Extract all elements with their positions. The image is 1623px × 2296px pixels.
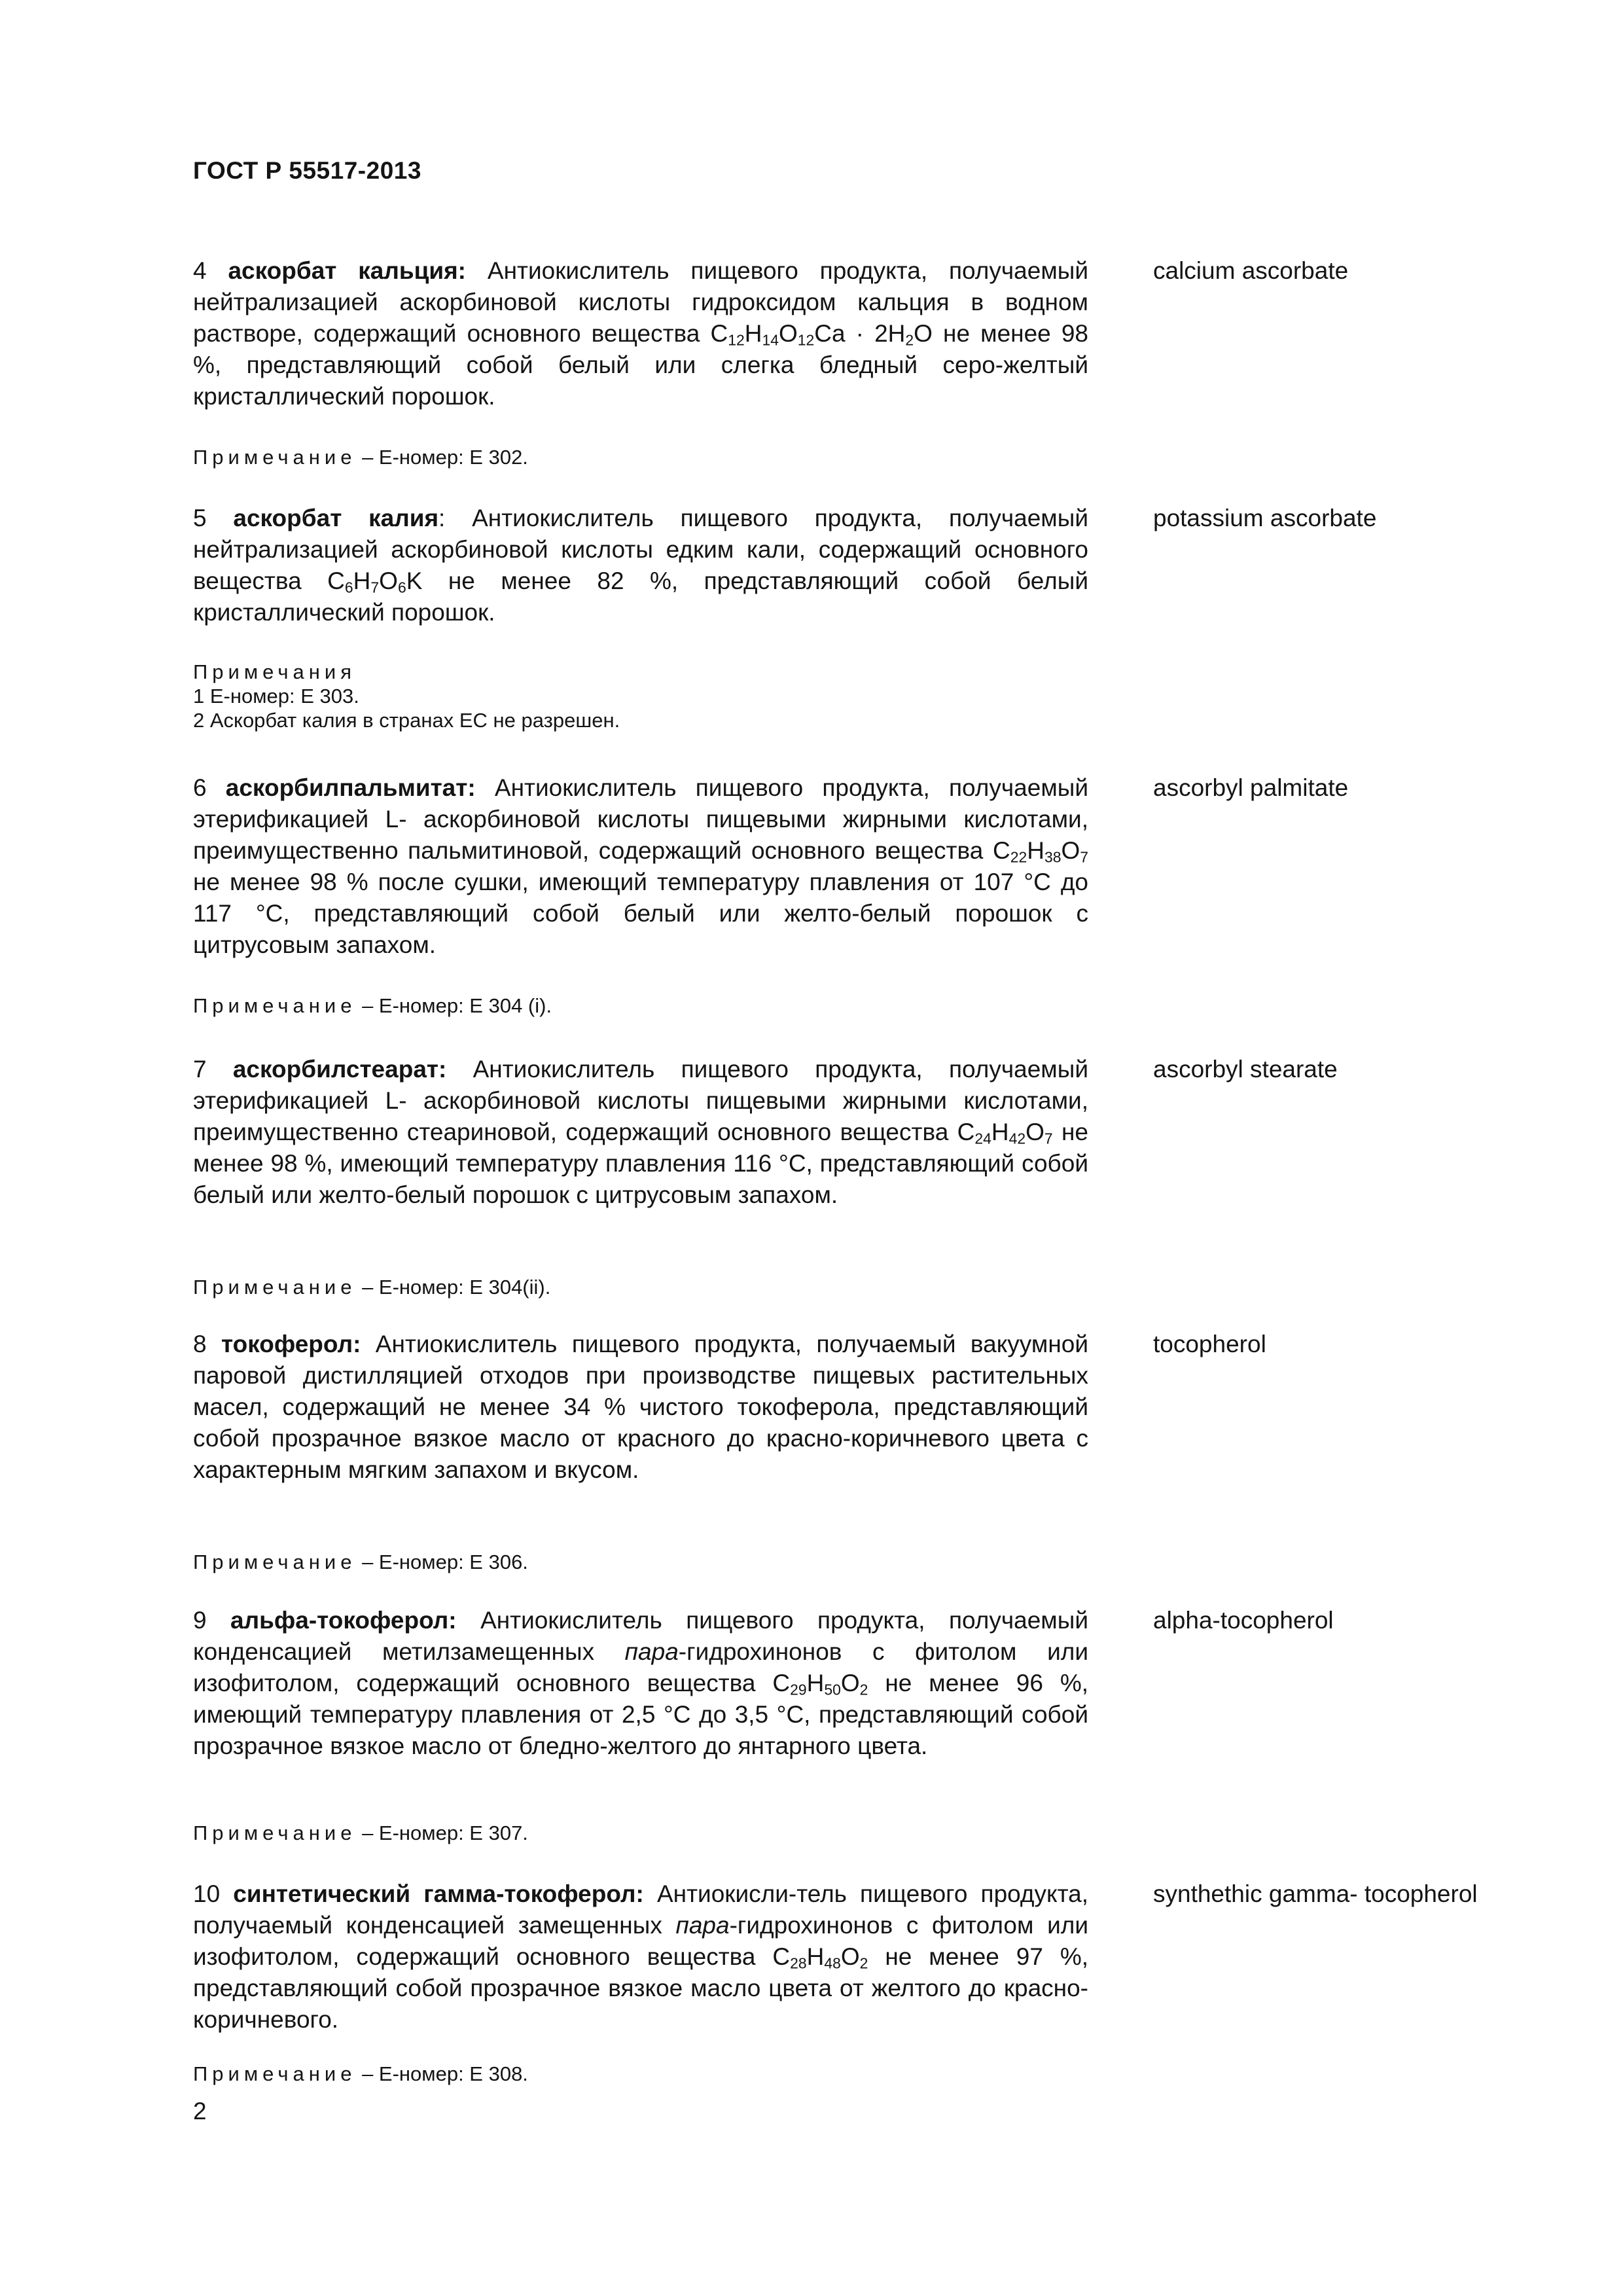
entry-9-definition: 9 альфа-токоферол: Антиокислитель пищевого продукта, получаемый конденсацией метилзамещенных пара-гидрохинонов с фитолом или изофитолом, содержащий основного вещества $C_{29}H_{50}O_2$ не менее 96 %, имеющий температуру плавления от 2,5 °С до 3,5 °С, представляющий собой прозрачное вязкое масло от бледно-желтого до янтарного цвета. bbox=[193, 1607, 1089, 1759]
entry-6-note: Примечание – Е-номер: Е 304 (i). bbox=[193, 994, 552, 1017]
note-item: 2 Аскорбат калия в странах ЕС не разрешен. bbox=[193, 709, 620, 732]
entry-10-note: Примечание – Е-номер: Е 308. bbox=[193, 2062, 528, 2085]
entry-8-definition: 8 токоферол: Антиокислитель пищевого продукта, получаемый вакуумной паровой дистилляцией отходов при производстве пищевых растительных масел, содержащий не менее 34 % чистого токоферола, представляющий собой прозрачное вязкое масло от красного до красно-коричневого цвета с характерным мягким запахом и вкусом. bbox=[193, 1331, 1088, 1483]
page-number: 2 bbox=[193, 2098, 207, 2125]
entry-8-note: Примечание – Е-номер: Е 306. bbox=[193, 1551, 528, 1573]
entry-5-term: аскорбат калия bbox=[233, 505, 439, 531]
entry-10-english-term: synthethic gamma- tocopherol bbox=[1153, 1880, 1478, 1907]
entry-5-definition: 5 аскорбат калия: Антиокислитель пищевого продукта, получаемый нейтрализацией аскорбиновой кислоты едким кали, содержащий основного вещества $C_6H_7O_6K$ не менее 82 %, представляющий собой белый кристаллический порошок. bbox=[193, 505, 1089, 626]
entry-10-term: синтетический гамма-токоферол: bbox=[233, 1880, 644, 1907]
entry-9-term: альфа-токоферол: bbox=[230, 1607, 457, 1634]
entry-6-definition: 6 аскорбилпальмитат: Антиокислитель пищевого продукта, получаемый этерификацией L- аскорбиновой кислоты пищевыми жирными кислотами, преимущественно пальмитиновой, содержащий основного вещества $C_{22}H_{38}O_7$ не менее 98 % после сушки, имеющий температуру плавления от 107 °С до 117 °С, представляющий собой белый или желто-белый порошок с цитрусовым запахом. bbox=[193, 774, 1089, 958]
entry-5-notes bbox=[193, 660, 620, 732]
entry-8-english-term: tocopherol bbox=[1153, 1331, 1266, 1357]
entry-9-formula: $C_{29}H_{50}O_2$ bbox=[772, 1670, 868, 1698]
entry-4-definition: 4 аскорбат кальция: Антиокислитель пищевого продукта, получаемый нейтрализацией аскорбиновой кислоты гидроксидом кальция в водном растворе, содержащий основного вещества $C_{12}H_{14}O_{12}Ca \cdot 2H_2O$ не менее 98 %, представляющий собой белый или слегка бледный серо-желтый кристаллический порошок. bbox=[193, 257, 1089, 410]
entry-9-note: Примечание – Е-номер: Е 307. bbox=[193, 1821, 528, 1844]
entry-7-note: Примечание – Е-номер: Е 304(ii). bbox=[193, 1276, 551, 1299]
note-item: 1 Е-номер: Е 303. bbox=[193, 685, 359, 708]
entry-8-term: токоферол: bbox=[221, 1331, 361, 1357]
entry-7-formula: $C_{24}H_{42}O_7$ bbox=[957, 1119, 1053, 1147]
entry-7-definition: 7 аскорбилстеарат: Антиокислитель пищевого продукта, получаемый этерификацией L- аскорбиновой кислоты пищевыми жирными кислотами, преимущественно стеариновой, содержащий основного вещества $C_{24}H_{42}O_7$ не менее 98 %, имеющий температуру плавления 116 °С, представляющий собой белый или желто-белый порошок с цитрусовым запахом. bbox=[193, 1056, 1088, 1208]
entry-4-english-term: calcium ascorbate bbox=[1153, 257, 1349, 284]
entry-4-term: аскорбат кальция: bbox=[228, 257, 467, 284]
entry-4-note: Примечание – Е-номер: Е 302. bbox=[193, 446, 528, 469]
entry-9-english-term: alpha-tocopherol bbox=[1153, 1607, 1334, 1634]
entry-4-formula: $C_{12}H_{14}O_{12}Ca \cdot 2H_2O$ bbox=[710, 320, 933, 349]
entry-7-term: аскорбилстеарат: bbox=[232, 1056, 447, 1083]
entry-5-formula: $C_6H_7O_6K$ bbox=[327, 567, 423, 596]
entry-5-english-term: potassium ascorbate bbox=[1153, 505, 1377, 531]
entry-6-english-term: ascorbyl palmitate bbox=[1153, 774, 1349, 801]
entry-6-formula: $C_{22}H_{38}O_7$ bbox=[992, 837, 1089, 866]
entry-10-formula: $C_{28}H_{48}O_2$ bbox=[772, 1943, 868, 1972]
entry-6-term: аскорбилпальмитат: bbox=[225, 774, 476, 801]
notes-label: Примечания bbox=[193, 660, 356, 683]
entry-10-definition: 10 синтетический гамма-токоферол: Антиокисли-тель пищевого продукта, получаемый конденсацией замещенных пара-гидрохинонов с фитолом или изофитолом, содержащий основного вещества $C_{28}H_{48}O_2$ не менее 97 %, представляющий собой прозрачное вязкое масло цвета от желтого до красно-коричневого. bbox=[193, 1880, 1089, 2033]
document-header: ГОСТ Р 55517-2013 bbox=[193, 157, 421, 184]
entry-7-english-term: ascorbyl stearate bbox=[1153, 1056, 1338, 1083]
